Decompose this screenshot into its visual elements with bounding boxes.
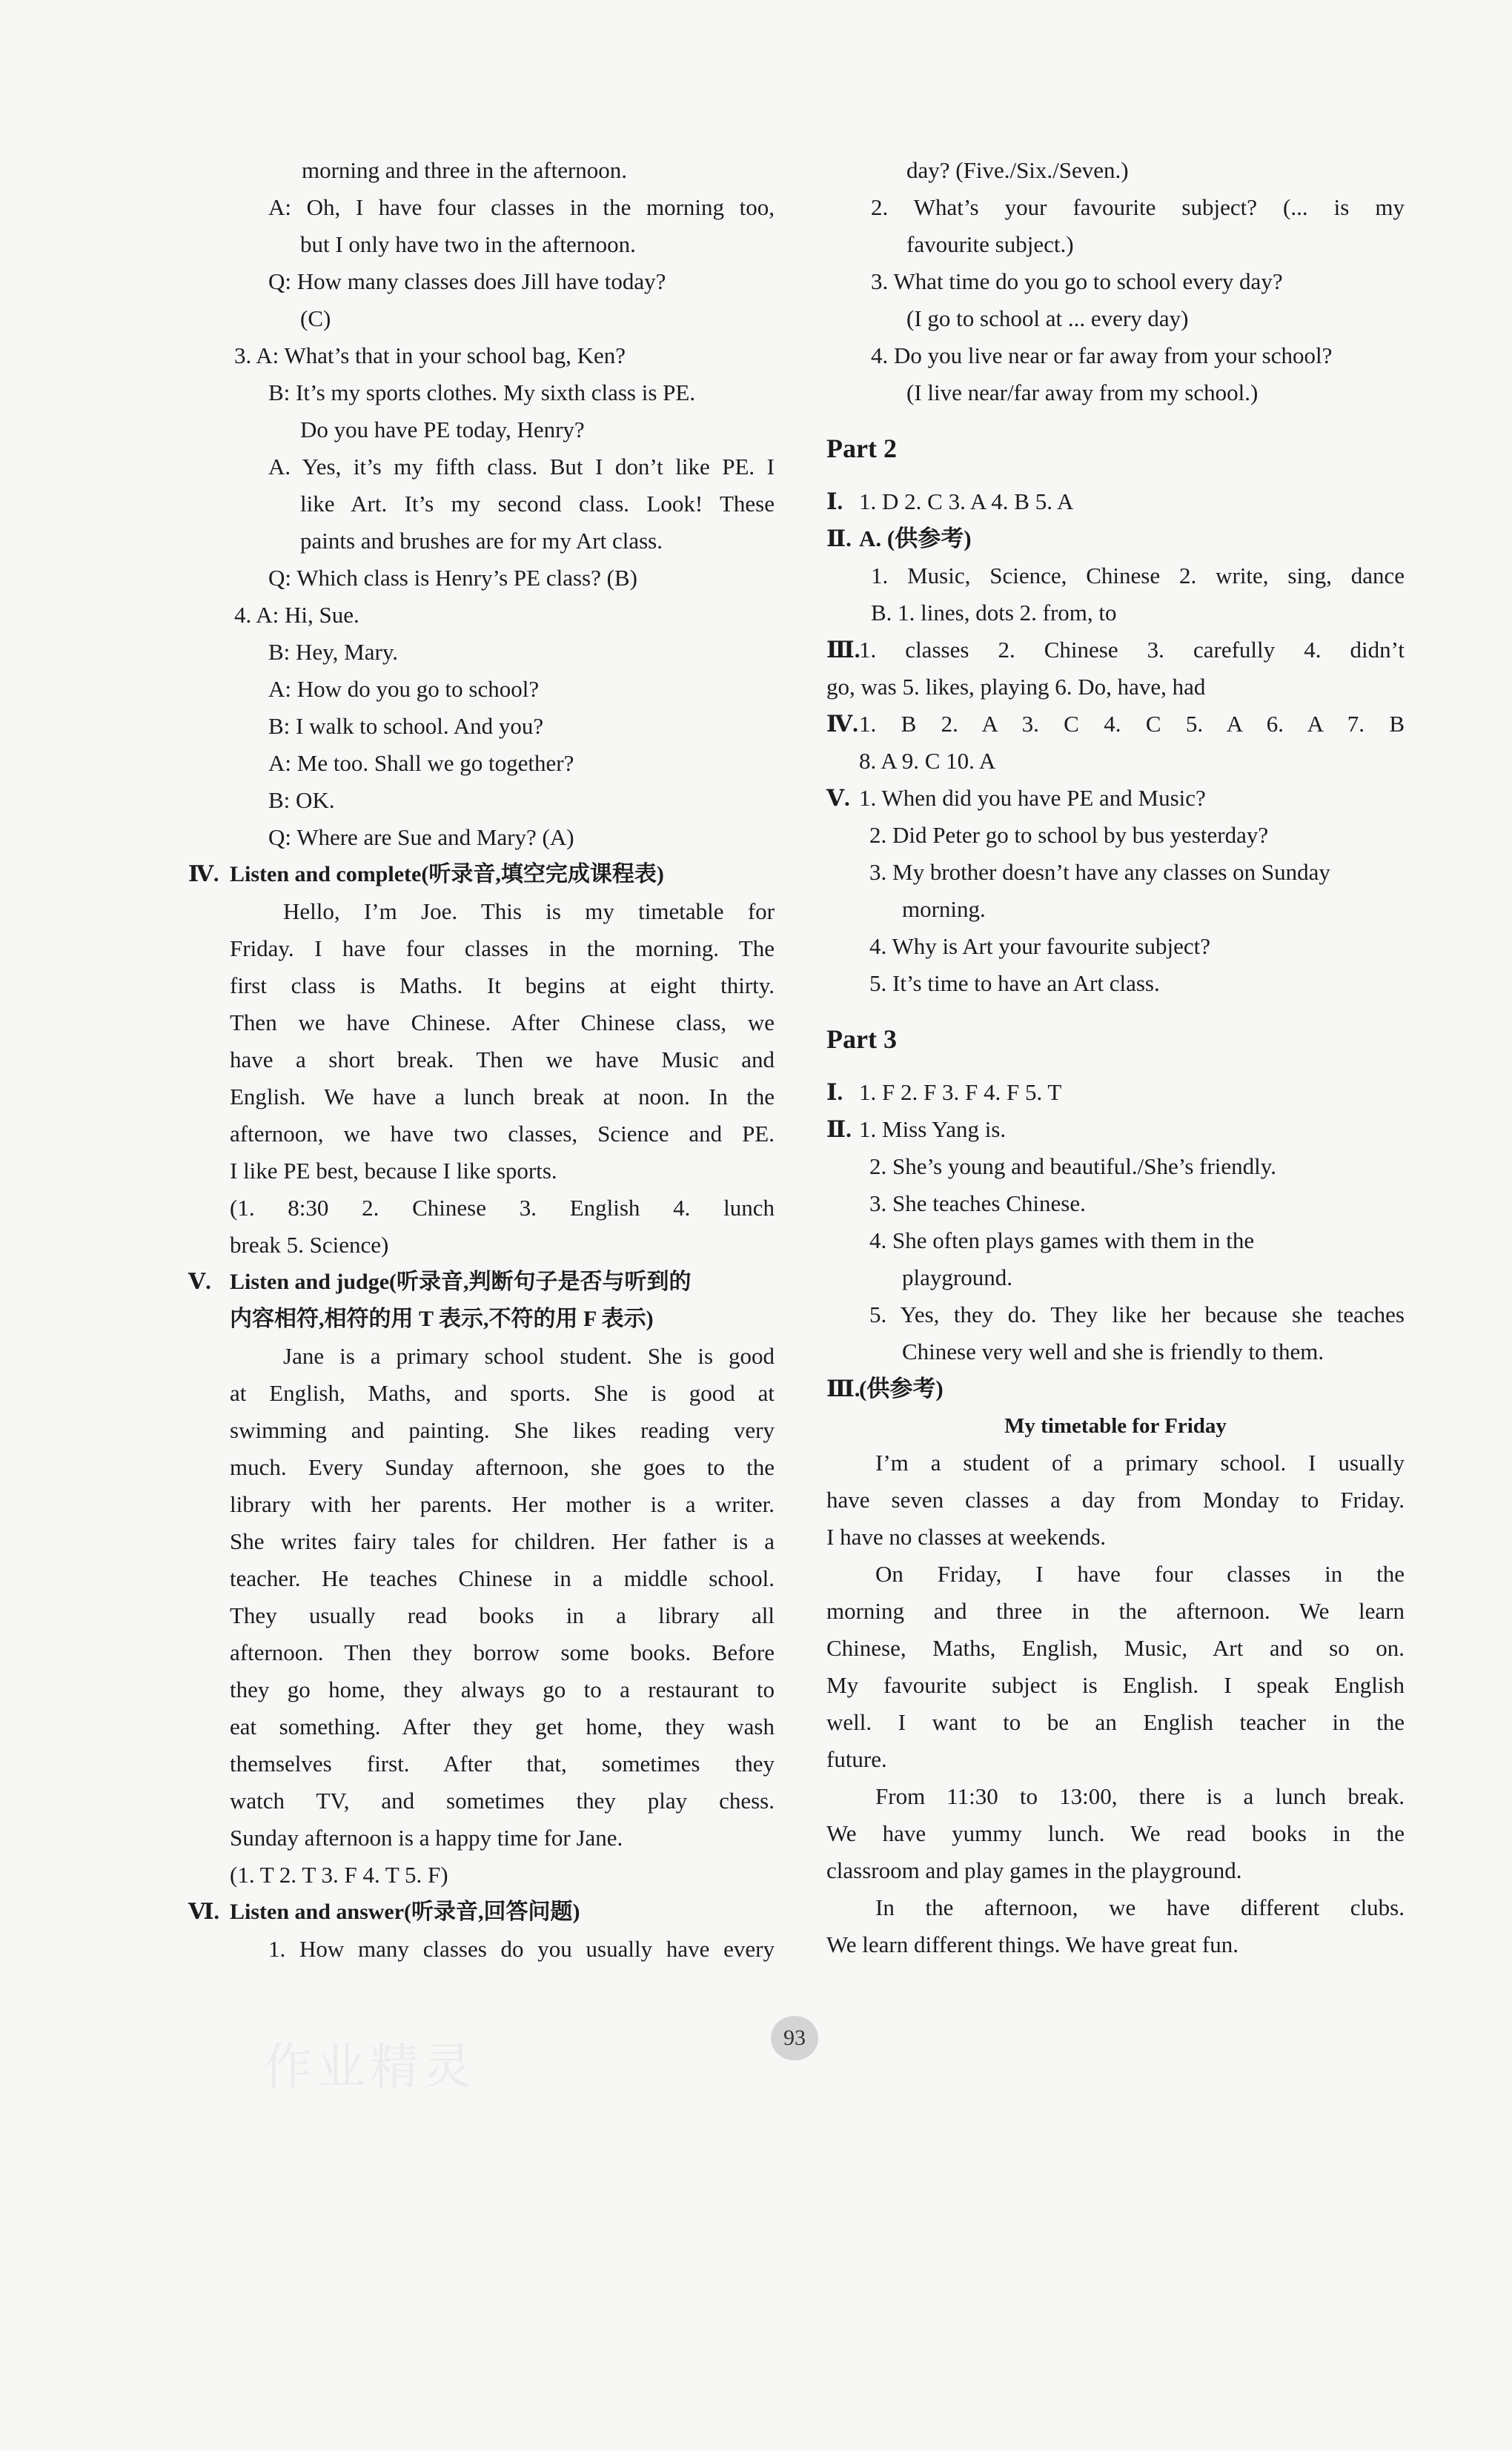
answer-line: (1. 8:30 2. Chinese 3. English 4. lunch (230, 1195, 775, 1221)
text-line: Hello, I’m Joe. This is my timetable for (283, 898, 775, 924)
answer-text: A. (供参考) (859, 525, 972, 551)
text-line: Q: How many classes does Jill have today? (268, 268, 666, 294)
text-line: Then we have Chinese. After Chinese class, we (230, 1009, 775, 1035)
text-line: themselves first. After that, sometimes they (230, 1751, 775, 1777)
text-line: A: Oh, I have four classes in the morning too, (268, 194, 775, 220)
essay-line: Chinese, Maths, English, Music, Art and so on. (826, 1635, 1405, 1661)
text-line: afternoon. Then they borrow some books. Before (230, 1639, 775, 1665)
answer-line: 5. It’s time to have an Art class. (869, 970, 1160, 996)
essay-line: morning and three in the afternoon. We learn (826, 1598, 1405, 1624)
answer-line: 3. She teaches Chinese. (869, 1190, 1086, 1216)
answer-row (826, 1370, 1405, 1407)
section-heading-6 (188, 1894, 775, 1931)
text-line: B: OK. (268, 787, 335, 813)
text-line: 3. A: What’s that in your school bag, Ken? (234, 342, 626, 368)
page-number: 93 (771, 2016, 818, 2060)
section-title: Listen and judge(听录音,判断句子是否与听到的 (230, 1270, 692, 1294)
answer-line: break 5. Science) (230, 1232, 389, 1258)
text-line: English. We have a lunch break at noon. In the (230, 1084, 775, 1110)
text-line: B: It’s my sports clothes. My sixth class is PE. (268, 379, 696, 405)
text-line: afternoon, we have two classes, Science and PE. (230, 1121, 775, 1147)
essay-line: have seven classes a day from Monday to Friday. (826, 1487, 1405, 1513)
answer-line: 5. Yes, they do. They like her because she teaches (869, 1301, 1405, 1327)
essay-line: We have yummy lunch. We read books in the (826, 1820, 1405, 1846)
text-line: swimming and painting. She likes reading very (230, 1417, 775, 1443)
text-line: they go home, they always go to a restaurant to (230, 1676, 775, 1702)
text-line: 2. What’s your favourite subject? (... is my (871, 194, 1405, 220)
text-line: Do you have PE today, Henry? (300, 417, 585, 442)
section-number: Ⅳ. (826, 711, 858, 737)
text-line: like Art. It’s my second class. Look! These (300, 491, 775, 517)
essay-line: future. (826, 1746, 887, 1772)
text-line: (C) (300, 305, 331, 331)
text-line: but I only have two in the afternoon. (300, 231, 636, 257)
text-line: Q: Where are Sue and Mary? (A) (268, 824, 574, 850)
text-line: 4. A: Hi, Sue. (234, 602, 359, 628)
answer-line: 1. Music, Science, Chinese 2. write, sing, dance (871, 563, 1405, 588)
watermark: 作业精灵 (263, 2038, 477, 2095)
section-number: Ⅰ. (826, 1079, 843, 1105)
left-column (188, 152, 775, 1968)
section-number: Ⅱ. (826, 525, 852, 551)
section-heading-4 (188, 856, 775, 893)
part-3-heading: Part 3 (826, 1024, 897, 1054)
answer-row (826, 1111, 1405, 1148)
answer-line: playground. (902, 1264, 1012, 1290)
section-number: Ⅲ. (826, 1376, 861, 1402)
answer-line: 4. Why is Art your favourite subject? (869, 933, 1211, 959)
right-column (826, 152, 1405, 1963)
text-line: B: Hey, Mary. (268, 639, 399, 665)
answer-row (826, 706, 1405, 743)
answer-row (826, 520, 1405, 557)
text-line: A: How do you go to school? (268, 676, 540, 702)
essay-line: On Friday, I have four classes in the (875, 1561, 1405, 1587)
section-number: Ⅰ. (826, 488, 843, 514)
answer-text: 1. B 2. A 3. C 4. C 5. A 6. A 7. B (859, 711, 1405, 737)
answer-line: 2. She’s young and beautiful./She’s friendly. (869, 1153, 1277, 1179)
answer-row (826, 483, 1405, 520)
essay-line: classroom and play games in the playground. (826, 1857, 1242, 1883)
text-line: B: I walk to school. And you? (268, 713, 544, 739)
text-line: 1. How many classes do you usually have every (268, 1936, 775, 1962)
section-title-continued: 内容相符,相符的用 T 表示,不符的用 F 表示) (230, 1307, 654, 1331)
answer-text: 1. F 2. F 3. F 4. F 5. T (859, 1079, 1062, 1105)
answer-line: 8. A 9. C 10. A (859, 748, 996, 774)
text-line: Sunday afternoon is a happy time for Jane. (230, 1825, 623, 1851)
part-2-heading: Part 2 (826, 434, 897, 463)
text-line: I like PE best, because I like sports. (230, 1158, 557, 1184)
answer-row (826, 780, 1405, 817)
text-line: Q: Which class is Henry’s PE class? (B) (268, 565, 637, 591)
section-number: Ⅱ. (826, 1116, 852, 1142)
answer-line: (1. T 2. T 3. F 4. T 5. F) (230, 1862, 448, 1888)
text-line: watch TV, and sometimes they play chess. (230, 1788, 775, 1814)
section-heading-5 (188, 1264, 775, 1301)
text-line: first class is Maths. It begins at eight thirty. (230, 972, 775, 998)
answer-line: 2. Did Peter go to school by bus yesterday? (869, 822, 1269, 848)
essay-line: well. I want to be an English teacher in the (826, 1709, 1405, 1735)
section-title: Listen and answer(听录音,回答问题) (230, 1900, 580, 1924)
essay-title: My timetable for Friday (1004, 1414, 1227, 1438)
text-line: morning and three in the afternoon. (302, 157, 628, 183)
answer-text: 1. D 2. C 3. A 4. B 5. A (859, 488, 1074, 514)
text-line: at English, Maths, and sports. She is good at (230, 1380, 775, 1406)
section-number: Ⅲ. (826, 637, 861, 663)
answer-line: 3. My brother doesn’t have any classes on Sunday (869, 859, 1330, 885)
essay-line: My favourite subject is English. I speak English (826, 1672, 1405, 1698)
section-number: Ⅵ. (188, 1900, 219, 1924)
text-line: teacher. He teaches Chinese in a middle school. (230, 1565, 775, 1591)
text-line: library with her parents. Her mother is a writer. (230, 1491, 775, 1517)
answer-line: Chinese very well and she is friendly to them. (902, 1339, 1324, 1364)
text-line: (I go to school at ... every day) (906, 305, 1189, 331)
section-number: Ⅳ. (188, 862, 219, 886)
answer-line: morning. (902, 896, 986, 922)
text-line: 3. What time do you go to school every day? (871, 268, 1283, 294)
answer-row (826, 1074, 1405, 1111)
text-line: They usually read books in a library all (230, 1602, 775, 1628)
text-line: Jane is a primary school student. She is good (283, 1343, 775, 1369)
answer-row (826, 631, 1405, 669)
text-line: much. Every Sunday afternoon, she goes to the (230, 1454, 775, 1480)
text-line: A: Me too. Shall we go together? (268, 750, 574, 776)
text-line: paints and brushes are for my Art class. (300, 528, 663, 554)
answer-text: 1. When did you have PE and Music? (859, 785, 1206, 811)
text-line: have a short break. Then we have Music and (230, 1047, 775, 1072)
text-line: eat something. After they get home, they wash (230, 1714, 775, 1739)
section-number: Ⅴ. (826, 785, 850, 811)
text-line: A. Yes, it’s my fifth class. But I don’t like PE. I (268, 454, 775, 480)
answer-line: go, was 5. likes, playing 6. Do, have, had (826, 674, 1206, 700)
answer-line: B. 1. lines, dots 2. from, to (871, 600, 1117, 626)
text-line: 4. Do you live near or far away from your school? (871, 342, 1333, 368)
text-line: day? (Five./Six./Seven.) (906, 157, 1129, 183)
section-number: Ⅴ. (188, 1270, 211, 1294)
essay-line: In the afternoon, we have different clubs. (875, 1894, 1405, 1920)
text-line: favourite subject.) (906, 231, 1074, 257)
text-line: (I live near/far away from my school.) (906, 379, 1259, 405)
text-line: She writes fairy tales for children. Her father is a (230, 1528, 775, 1554)
answer-text: (供参考) (859, 1376, 944, 1402)
essay-line: I have no classes at weekends. (826, 1524, 1107, 1550)
answer-text: 1. classes 2. Chinese 3. carefully 4. didn’t (859, 637, 1405, 663)
section-title: Listen and complete(听录音,填空完成课程表) (230, 862, 664, 886)
essay-line: We learn different things. We have great fun. (826, 1931, 1239, 1957)
answer-text: 1. Miss Yang is. (859, 1116, 1007, 1142)
essay-line: From 11:30 to 13:00, there is a lunch break. (875, 1783, 1405, 1809)
essay-line: I’m a student of a primary school. I usually (875, 1450, 1405, 1476)
text-line: Friday. I have four classes in the morning. The (230, 935, 775, 961)
answer-line: 4. She often plays games with them in the (869, 1227, 1255, 1253)
